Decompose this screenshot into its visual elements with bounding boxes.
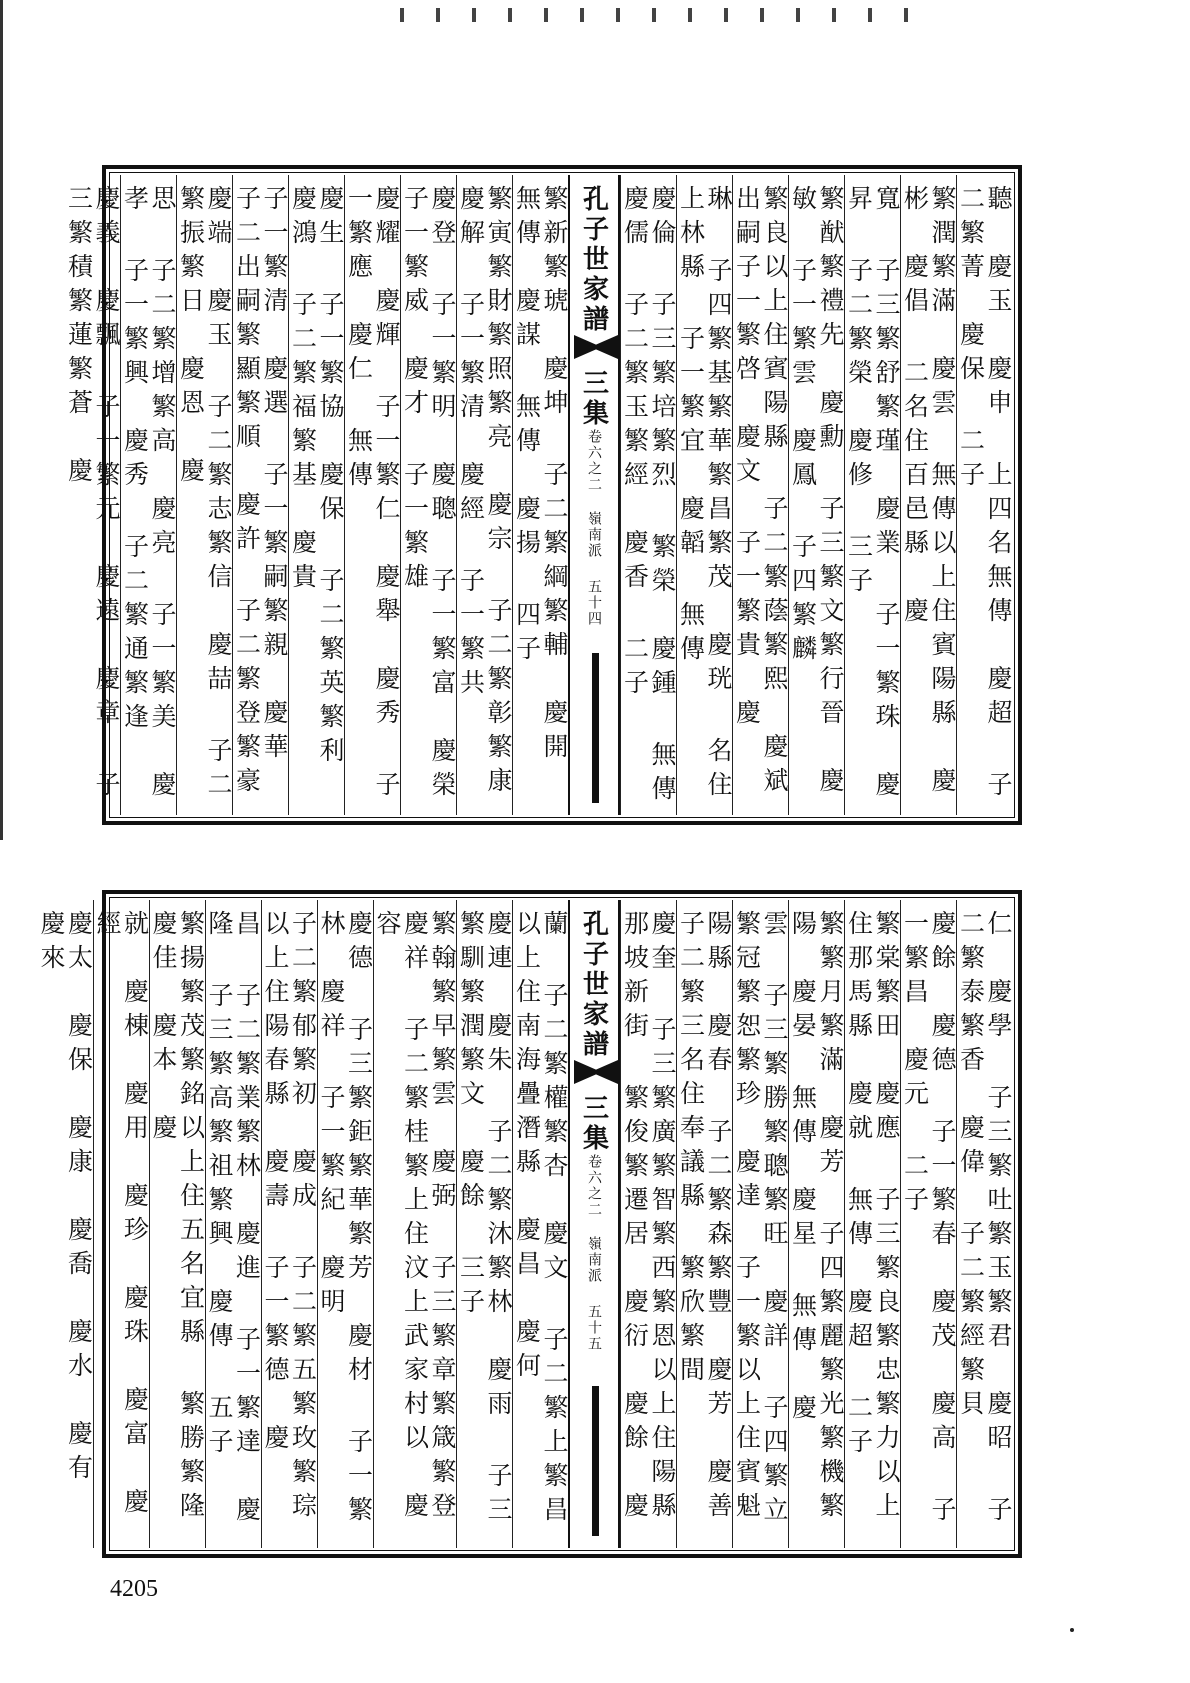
section-label: 卷六之二 嶺南派 xyxy=(586,429,602,559)
genealogy-page-top xyxy=(64,165,1022,843)
book-title: 孔子世家譜 xyxy=(578,185,609,335)
text-column: 慶德 子三繁鉅繁華繁芳 慶材 子一繁林 慶祥 子一繁紀 慶明 xyxy=(317,900,373,1548)
text-column: 繁繁月繁滿 慶芳 子四繁麗繁光繁機繁陽 慶晏 無傳 慶星 無傳 慶 xyxy=(788,900,844,1548)
text-column: 就 慶棟 慶用 慶珍 慶珠 慶富 慶經 xyxy=(93,900,149,1548)
text-column: 寬 子三繁舒繁瑾 慶業 子一繁珠 慶昇 子二繁榮 慶修 三子 xyxy=(844,175,900,815)
text-column: 蘭 子二繁權繁杏 慶文 子二繁上繁昌以上住南海疊潛縣 慶昌 慶何 xyxy=(512,900,568,1548)
volume-label: 三集 xyxy=(578,1094,609,1154)
text-column: 慶端 慶玉 子二繁志繁信 慶喆 子二繁振繁日 慶恩 慶 xyxy=(176,175,232,815)
text-column: 繁棠繁田 慶應 子三繁良繁忠繁力以上住那馬縣 慶就 無傳 慶超 二子 xyxy=(844,900,900,1548)
volume-label: 三集 xyxy=(578,369,609,429)
text-column: 慶太 慶保 慶康 慶喬 慶水 慶有 慶來 xyxy=(37,910,94,1522)
text-column: 琳 子四繁基繁華繁昌繁茂 慶珖 名住上林縣 子一繁宜 慶韜 無傳 xyxy=(676,175,732,815)
text-column: 慶生 子一繁協 慶保 子二繁英繁利 慶鴻 子二繁福繁基 慶貴 xyxy=(288,175,344,815)
page-label: 五十五 xyxy=(586,1304,602,1352)
text-column: 繁新繁琥 慶坤 子二繁綱繁輔 慶開 無傳 慶謀 無傳 慶揚 四子 xyxy=(512,175,568,815)
text-column: 慶連 慶朱 子二繁沐繁林 慶雨 子三繁馴繁潤繁文 慶餘 三子 xyxy=(456,900,512,1548)
book-title: 孔子世家譜 xyxy=(578,910,609,1060)
text-column: 繁良以上住賓陽縣 子二繁蔭繁熙 慶斌 出嗣子一繁啓 慶文 子一繁貴 慶 xyxy=(732,175,788,815)
section-label: 卷六之二 嶺南派 xyxy=(586,1154,602,1284)
text-column: 慶奎 子三繁廣繁智繁西繁恩以上住陽縣那坡新街 繁俊繁遷居 慶衍 慶餘 慶 xyxy=(620,900,676,1548)
text-column: 慶義 慶飄 子一繁元 慶遠 慶章 子三繁積繁蓮繁蒼 慶 xyxy=(64,185,121,805)
scan-dot xyxy=(1070,1628,1074,1632)
text-column: 慶餘 慶德 子一繁春 慶茂 慶高 子一繁昌 慶元 二子 xyxy=(900,900,956,1548)
text-column: 慶耀 慶輝 子一繁仁 慶舉 慶秀 子一繁應 慶仁 無傳 xyxy=(344,175,400,815)
text-column: 繁寅繁財繁照繁亮 慶宗 子二繁彰繁康 慶解 子一繁清 慶經 子一繁共 xyxy=(456,175,512,815)
spine-bar xyxy=(592,1386,599,1536)
text-column: 陽縣 慶春 子二繁森繁豐 慶芳 慶善 子二繁三名住奉議縣 繁欣繁間 xyxy=(676,900,732,1548)
text-column: 思 子二繁增繁高 慶亮 子一繁美 慶孝 子一繁興 慶秀 子二繁通繁逢 xyxy=(120,175,176,815)
text-column: 繁潤繁滿 慶雲 無傳以上住賓陽縣 慶彬 慶倡 二名住百邑縣 慶 xyxy=(900,175,956,815)
page-label: 五十四 xyxy=(586,579,602,627)
column-grid xyxy=(37,900,1013,1564)
page-spine xyxy=(568,900,620,1548)
genealogy-page-bottom xyxy=(37,890,1022,1564)
page-spine xyxy=(568,175,620,815)
text-column: 繁翰繁早繁雲 慶弼 子三繁章繁箴繁登 慶祥 子二繁桂繁上住汶上武家村以 慶容 xyxy=(373,900,457,1548)
text-column: 子一繁清 慶選 子一繁嗣繁親 慶華 子二出嗣繁顯繁順 慶許 子二繁登繁豪 xyxy=(232,175,288,815)
text-column: 慶登 子一繁明 慶聰 子一繁富 慶榮 子一繁威 慶才 子一繁雄 xyxy=(400,175,456,815)
page-number: 4205 xyxy=(110,1576,158,1602)
scan-artifact xyxy=(400,8,940,22)
text-column: 繁猷繁禮先 慶勳 子三繁文繁行晉 慶敏 子一繁雲 慶鳳 子四繁麟 xyxy=(788,175,844,815)
text-column: 慶倫 子三繁培繁烈 繁榮 慶鍾 無傳 慶儒 子二繁玉繁經 慶香 二子 xyxy=(620,175,676,815)
scan-edge xyxy=(0,0,3,840)
text-column: 仁 慶學 子三繁吐繁玉繁君 慶昭 子二繁泰繁香 慶偉 子二繁經繁貝 xyxy=(956,900,1012,1548)
column-grid xyxy=(64,175,1013,843)
text-column: 昌 子二繁業繁林 慶進 子一繁達 慶隆 子三繁高繁祖繁興 慶傳 五子 xyxy=(205,900,261,1548)
text-column: 子二繁郁繁初 慶成 子二繁五繁玫繁琮以上住陽春縣 慶壽 子一繁德 慶 xyxy=(261,900,317,1548)
text-column: 聽 慶玉 慶申 上四名無傳 慶超 子二繁菁 慶保 二子 xyxy=(956,175,1012,815)
text-column: 雲 子三繁勝繁聰繁旺 慶詳 子四繁立繁冠繁恕繁珍 慶達 子一繁以上住賓魁 xyxy=(732,900,788,1548)
spine-bar xyxy=(592,653,599,803)
text-column: 繁揚繁茂繁銘以上住五名宜縣 繁勝繁隆 慶佳 慶本 慶 xyxy=(149,900,205,1548)
